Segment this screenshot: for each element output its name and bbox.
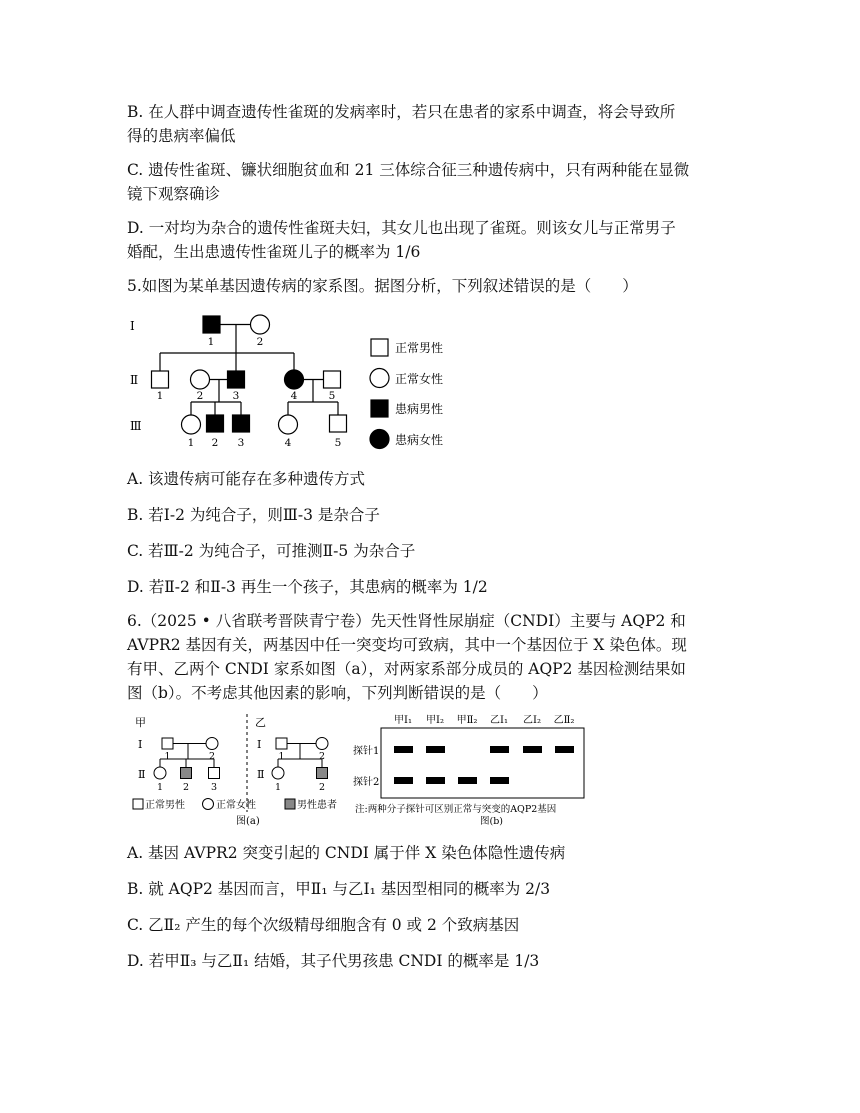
fig-b-col-yi-i1: 乙Ⅰ₁: [490, 715, 508, 726]
fig-a-legend-normal-male: 正常男性: [145, 800, 185, 811]
fig-a-jia-i2-number: 2: [208, 751, 216, 762]
q5-option-a: A. 该遗传病可能存在多种遗传方式: [127, 470, 366, 488]
q6-stem-line1: 6.（2025 • 八省联考晋陕青宁卷）先天性肾性尿崩症（CNDI）主要与 AQP2 和: [127, 612, 686, 630]
q5-i2-number: 2: [256, 336, 264, 348]
fig-b-probe1-label: 探针1: [353, 746, 380, 757]
fig-b-caption: 图(b): [480, 816, 503, 827]
fig-a-yi-ii2-number: 2: [318, 782, 326, 793]
fig-b-band-probe1-jia-i2: [426, 746, 445, 753]
q6-option-d: D. 若甲Ⅱ₃ 与乙Ⅱ₁ 结婚，其子代男孩患 CNDI 的概率是 1/3: [127, 952, 540, 970]
fig-b-col-jia-ii2: 甲Ⅱ₂: [456, 715, 478, 726]
q5-option-c: C. 若Ⅲ-2 为纯合子，可推测Ⅱ-5 为杂合子: [127, 542, 416, 560]
q5-stem: 5.如图为某单基因遗传病的家系图。据图分析，下列叙述错误的是（ ）: [127, 277, 638, 295]
q4-option-c-line2: 镜下观察确诊: [127, 185, 221, 203]
fig-b-col-yi-ii2: 乙Ⅱ₂: [553, 715, 575, 726]
q4-option-d-line2: 婚配，生出患遗传性雀斑儿子的概率为 1/6: [127, 243, 421, 261]
fig-a-legend-normal-female: 正常女性: [216, 800, 256, 811]
q5-gen-i-label: Ⅰ: [130, 319, 135, 333]
q6-stem-line3: 有甲、乙两个 CNDI 家系如图（a），对两家系部分成员的 AQP2 基因检测结果如: [127, 660, 686, 678]
q6-option-a: A. 基因 AVPR2 突变引起的 CNDI 属于伴 X 染色体隐性遗传病: [127, 844, 566, 862]
fig-a-jia-i1-number: 1: [164, 751, 171, 762]
q5-iii3-number: 3: [237, 437, 245, 449]
q4-option-b-line1: B. 在人群中调查遗传性雀斑的发病率时，若只在患者的家系中调查，将会导致所: [127, 103, 676, 121]
q5-ii5-number: 5: [328, 390, 336, 402]
q5-iii5-number: 5: [334, 437, 342, 449]
fig-b-band-probe2-jia-i1: [394, 777, 413, 784]
q6-option-b: B. 就 AQP2 基因而言，甲Ⅱ₁ 与乙Ⅰ₁ 基因型相同的概率为 2/3: [127, 880, 551, 898]
q5-ii3-number: 3: [232, 390, 240, 402]
fig-a-family-yi: 乙: [255, 716, 266, 729]
fig-a-yi-gen-i: Ⅰ: [257, 738, 262, 751]
q5-legend-affected-female: 患病女性: [395, 433, 444, 447]
q5-legend-normal-female: 正常女性: [395, 372, 444, 386]
fig-b-band-probe1-yi-ii2: [555, 746, 574, 753]
q4-option-b-line2: 得的患病率偏低: [127, 127, 236, 145]
q5-ii4-number: 4: [290, 390, 298, 402]
fig-a-yi-gen-ii: Ⅱ: [257, 768, 265, 781]
fig-b-probe2-label: 探针2: [353, 777, 380, 788]
q4-option-d-line1: D. 一对均为杂合的遗传性雀斑夫妇，其女儿也出现了雀斑。则该女儿与正常男子: [127, 219, 676, 237]
fig-b-band-probe1-yi-i1: [490, 746, 509, 753]
q5-option-d: D. 若Ⅱ-2 和Ⅱ-3 再生一个孩子，其患病的概率为 1/2: [127, 578, 488, 596]
q5-option-b: B. 若Ⅰ-2 为纯合子，则Ⅲ-3 是杂合子: [127, 506, 380, 524]
q5-gen-iii-label: Ⅲ: [130, 419, 142, 433]
fig-b-note: 注:两种分子探针可区别正常与突变的AQP2基因: [355, 804, 557, 815]
fig-a-jia-gen-ii: Ⅱ: [138, 768, 146, 781]
q5-ii2-number: 2: [196, 390, 204, 402]
fig-b-col-jia-i1: 甲Ⅰ₁: [394, 715, 412, 726]
q6-figure-a: [130, 712, 370, 830]
fig-b-band-probe2-jia-i2: [426, 777, 445, 784]
q6-stem-line2: AVPR2 基因有关，两基因中任一突变均可致病，其中一个基因位于 X 染色体。现: [127, 636, 687, 654]
fig-b-band-probe2-jia-ii2: [458, 777, 477, 784]
fig-a-yi-i1-number: 1: [278, 751, 285, 762]
fig-a-caption: 图(a): [236, 816, 260, 827]
q4-option-c-line1: C. 遗传性雀斑、镰状细胞贫血和 21 三体综合征三种遗传病中，只有两种能在显微: [127, 161, 690, 179]
fig-b-col-yi-i2: 乙Ⅰ₂: [523, 715, 541, 726]
q6-option-c: C. 乙Ⅱ₂ 产生的每个次级精母细胞含有 0 或 2 个致病基因: [127, 916, 520, 934]
fig-b-col-jia-i2: 甲Ⅰ₂: [426, 715, 444, 726]
fig-a-jia-ii3-number: 3: [210, 782, 218, 793]
fig-a-jia-ii1-number: 1: [156, 782, 164, 793]
q5-i1-number: 1: [207, 336, 215, 348]
fig-a-yi-ii1-number: 1: [274, 782, 282, 793]
fig-a-jia-ii2-number: 2: [182, 782, 190, 793]
q5-ii1-number: 1: [156, 390, 164, 402]
q5-iii4-number: 4: [284, 437, 292, 449]
q6-stem-line4: 图（b）。不考虑其他因素的影响，下列判断错误的是（ ）: [127, 684, 548, 702]
q5-iii1-number: 1: [187, 437, 195, 449]
fig-b-band-probe2-yi-i1: [490, 777, 509, 784]
q5-pedigree-figure: [120, 306, 460, 456]
q5-gen-ii-label: Ⅱ: [130, 373, 139, 387]
q5-legend-affected-male: 患病男性: [395, 402, 444, 416]
fig-a-yi-i2-number: 2: [318, 751, 326, 762]
q6-figure-b: [352, 712, 614, 830]
fig-a-jia-gen-i: Ⅰ: [138, 738, 143, 751]
fig-b-band-probe1-yi-i2: [523, 746, 542, 753]
fig-a-legend-affected-male: 男性患者: [297, 800, 337, 811]
q5-iii2-number: 2: [211, 437, 219, 449]
fig-b-band-probe1-jia-i1: [394, 746, 413, 753]
fig-a-family-jia: 甲: [135, 716, 146, 729]
q5-legend-normal-male: 正常男性: [395, 341, 444, 355]
